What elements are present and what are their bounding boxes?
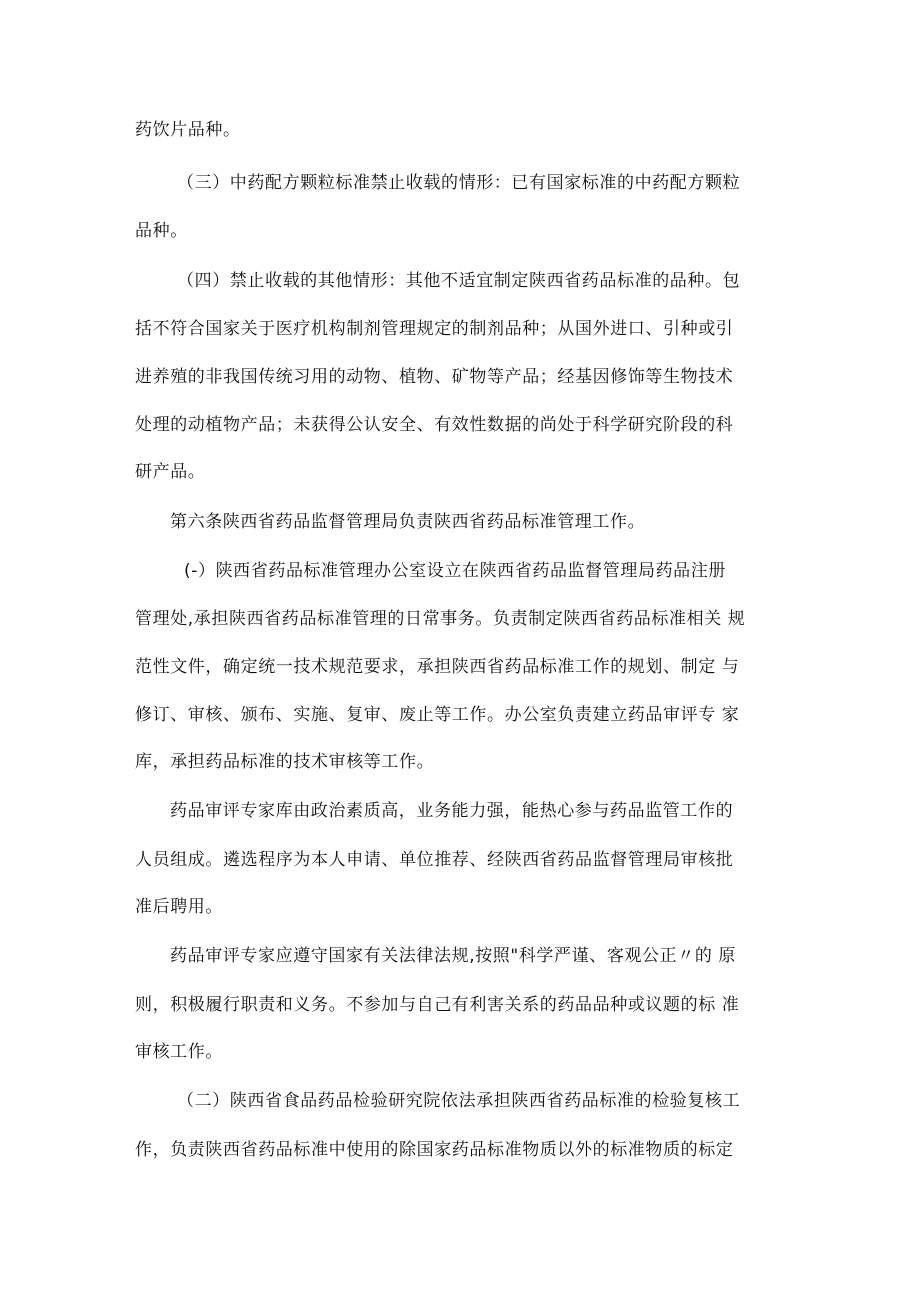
text-line: （四）禁止收载的其他情形：其他不适宜制定陕西省药品标准的品种。包	[177, 271, 741, 291]
text-line: 人员组成。遴选程序为本人申请、单位推荐、经陕西省药品监督管理局审核批	[135, 850, 734, 870]
text-line: 药品审评专家应遵守国家有关法律法规,按照"科学严谨、客观公正〃的 原	[170, 946, 737, 966]
text-line: 作，负责陕西省药品标准中使用的除国家药品标准物质以外的标准物质的标定	[135, 1140, 734, 1160]
text-line: 范性文件，确定统一技术规范要求，承担陕西省药品标准工作的规划、制定 与	[135, 657, 740, 677]
text-line: 管理处,承担陕西省药品标准管理的日常事务。负责制定陕西省药品标准相关 规	[135, 609, 746, 629]
text-line: 第六条陕西省药品监督管理局负责陕西省药品标准管理工作。	[170, 512, 646, 532]
text-line: 修订、审核、颁布、实施、复审、废止等工作。办公室负责建立药品审评专 家	[135, 705, 740, 725]
text-line: (-）陕西省药品标准管理办公室设立在陕西省药品监督管理局药品注册	[184, 561, 726, 581]
text-line: 药品审评专家库由政治素质高，业务能力强，能热心参与药品监管工作的	[170, 801, 734, 821]
text-line: 则，积极履行职责和义务。不参加与自己有利害关系的药品品种或议题的标 准	[135, 995, 740, 1015]
text-line: 处理的动植物产品；未获得公认安全、有效性数据的尚处于科学研究阶段的科	[135, 415, 734, 435]
text-line: 进养殖的非我国传统习用的动物、植物、矿物等产品；经基因修饰等生物技术	[135, 367, 734, 387]
text-line: 审核工作。	[135, 1042, 223, 1062]
text-line: （二）陕西省食品药品检验研究院依法承担陕西省药品标准的检验复核工	[177, 1091, 741, 1111]
text-line: 库，承担药品标准的技术审核等工作。	[135, 752, 435, 772]
text-line: （三）中药配方颗粒标准禁止收载的情形：已有国家标准的中药配方颗粒	[177, 173, 741, 193]
text-line: 品种。	[135, 221, 188, 241]
text-line: 准后聘用。	[135, 897, 223, 917]
text-line: 括不符合国家关于医疗机构制剂管理规定的制剂品种；从国外进口、引种或引	[135, 319, 734, 339]
text-line: 研产品。	[135, 462, 206, 482]
text-line: 药饮片品种。	[135, 120, 241, 140]
